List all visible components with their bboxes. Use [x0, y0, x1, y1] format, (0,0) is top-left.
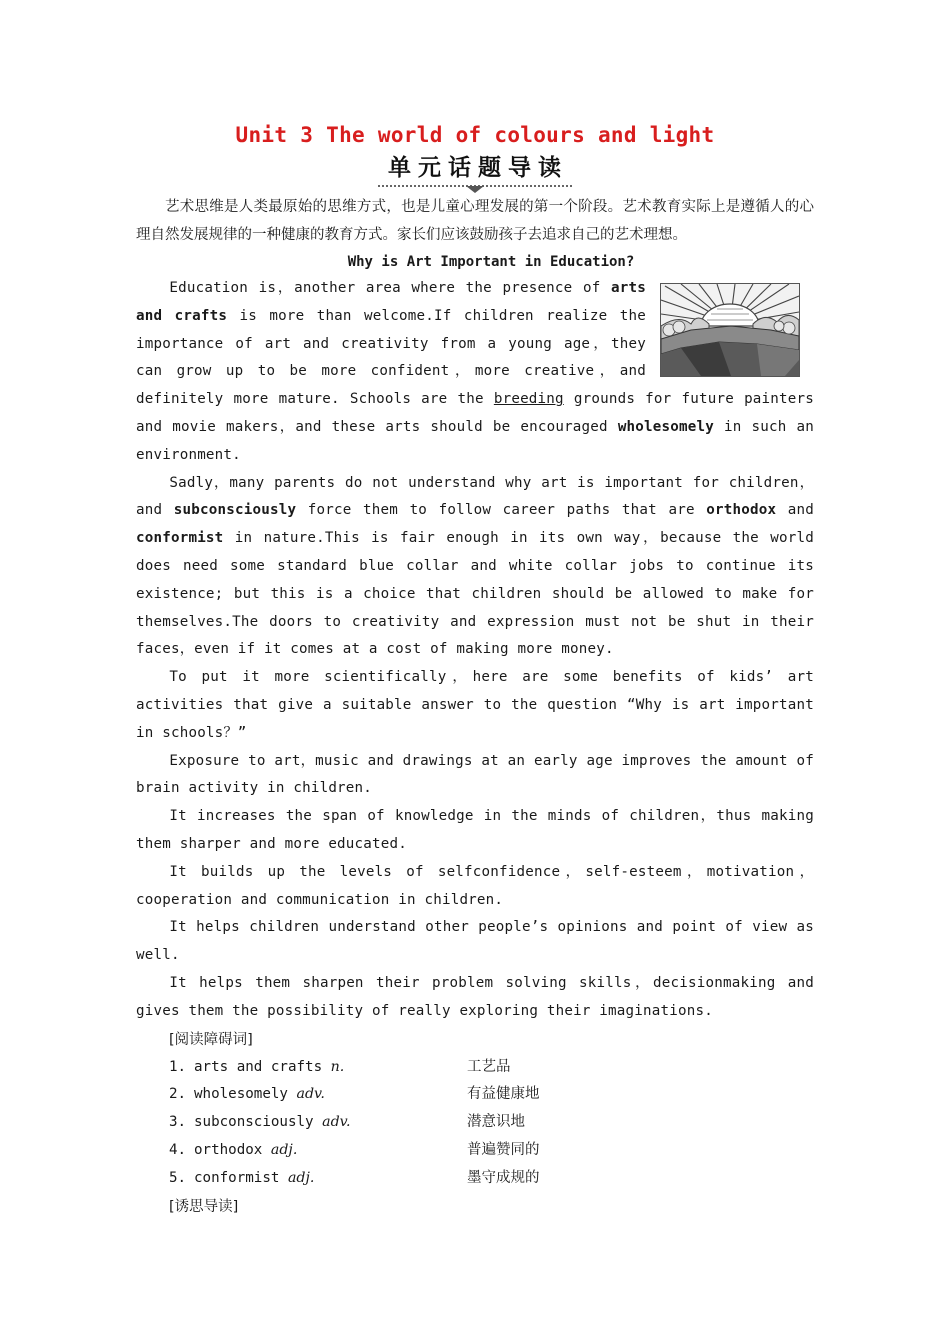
- paragraph-7: It helps children understand other people’s opinions and point of view as well.: [136, 919, 814, 964]
- paragraph-1: Education is，another area where the presence of arts and crafts is more than welcome.If children realize the importance of art and creativity from a young age，they can grow up to be more confident，more creative，and definitely more mature. Schools are the breeding grounds for future painters and movie makers，and these arts should be encouraged wholesomely in such an environment.: [136, 280, 814, 463]
- vocab-item: 3. subconsciously adv. 潜意识地: [169, 1114, 525, 1131]
- vocab-label: [阅读障碍词]: [169, 1031, 253, 1048]
- article-title: Why is Art Important in Education?: [347, 254, 635, 270]
- guide-label: [诱思导读]: [169, 1198, 239, 1215]
- section-banner: [136, 152, 814, 192]
- paragraph-6: It builds up the levels of selfconfidence，self-esteem，motivation，cooperation and communication in children.: [136, 863, 814, 908]
- paragraph-5: It increases the span of knowledge in the minds of children，thus making them sharper and more educated.: [136, 808, 814, 852]
- keyword-wholesomely: wholesomely: [617, 418, 714, 435]
- vocab-item: 2. wholesomely adv. 有益健康地: [169, 1086, 540, 1103]
- keyword-conformist: conformist: [136, 530, 224, 547]
- banner-arrow-icon: [466, 186, 484, 193]
- keyword-arts-and-crafts: arts and crafts: [136, 280, 646, 324]
- document-page: [136, 118, 814, 1221]
- vocab-item: 1. arts and crafts n. 工艺品: [169, 1058, 511, 1075]
- keyword-subconsciously: subconsciously: [173, 502, 297, 519]
- vocab-item: 4. orthodox adj. 普遍赞同的: [169, 1141, 540, 1158]
- vocab-list: [136, 1054, 814, 1193]
- sunrise-illustration: [660, 283, 800, 377]
- paragraph-2: Sadly，many parents do not understand why art is important for children，and subconsciously force them to follow career paths that are orthodox and conformist in nature.This is fair enough in its own way，because the world does need some standard blue collar and white collar jobs to continue its existence; but this is a choice that children should be allowed to make for themselves.The doors to creativity and expression must not be shut in their faces，even if it comes at a cost of making more money.: [136, 474, 814, 658]
- unit-title: Unit 3 The world of colours and light: [235, 123, 715, 147]
- underlined-breeding: breeding: [493, 391, 564, 408]
- chinese-intro: 艺术思维是人类最原始的思维方式，也是儿童心理发展的第一个阶段。艺术教育实际上是遵循人的心理自然发展规律的一种健康的教育方式。家长们应该鼓励孩子去追求自己的艺术理想。: [136, 199, 814, 243]
- section-banner-text: 单元话题导读: [378, 152, 572, 187]
- paragraph-4: Exposure to art，music and drawings at an early age improves the amount of brain activity in children.: [136, 752, 814, 797]
- vocab-item: 5. conformist adj. 墨守成规的: [169, 1169, 540, 1186]
- keyword-orthodox: orthodox: [706, 502, 777, 519]
- paragraph-8: It helps them sharpen their problem solving skills，decisionmaking and gives them the possibility of really exploring their imaginations.: [136, 974, 814, 1019]
- paragraph-3: To put it more scientifically，here are some benefits of kids’ art activities that give a suitable answer to the question “Why is art important in schools？”: [136, 669, 814, 741]
